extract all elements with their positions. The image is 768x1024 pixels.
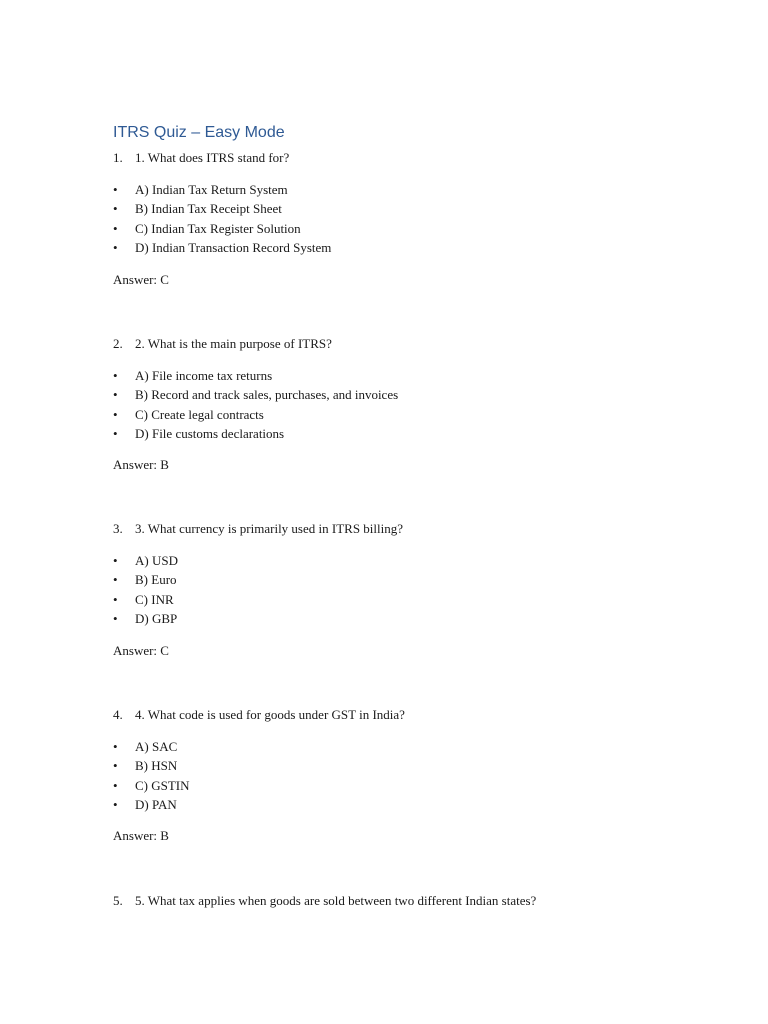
options-list-3 bbox=[113, 551, 178, 628]
bullet-icon: • bbox=[113, 553, 118, 568]
question-number: 2. bbox=[113, 336, 123, 351]
option-item bbox=[113, 609, 178, 628]
options-list-1 bbox=[113, 180, 331, 257]
option-item bbox=[113, 795, 190, 814]
option-item bbox=[113, 756, 190, 775]
bullet-icon: • bbox=[113, 182, 118, 197]
bullet-icon: • bbox=[113, 758, 118, 774]
option-label: C) GSTIN bbox=[135, 777, 190, 793]
option-label: B) Euro bbox=[135, 572, 177, 588]
answer-3: Answer: C bbox=[113, 643, 169, 658]
answer-4: Answer: B bbox=[113, 828, 169, 843]
answer-1: Answer: C bbox=[113, 272, 169, 287]
bullet-icon: • bbox=[113, 739, 118, 754]
options-list-2 bbox=[113, 366, 398, 443]
question-text: 5. What tax applies when goods are sold between two different Indian states? bbox=[135, 893, 537, 908]
question-text: 4. What code is used for goods under GST in India? bbox=[135, 707, 405, 722]
bullet-icon: • bbox=[113, 239, 118, 255]
option-item bbox=[113, 219, 331, 238]
bullet-icon: • bbox=[113, 610, 118, 626]
document-title: ITRS Quiz – Easy Mode bbox=[113, 124, 285, 141]
option-item bbox=[113, 199, 331, 218]
question-1 bbox=[113, 148, 289, 167]
question-number: 3. bbox=[113, 521, 123, 536]
bullet-icon: • bbox=[113, 406, 118, 422]
option-item bbox=[113, 238, 331, 257]
question-5 bbox=[113, 891, 536, 910]
question-text: 3. What currency is primarily used in ITRS billing? bbox=[135, 521, 404, 536]
option-label: A) File income tax returns bbox=[135, 368, 273, 383]
question-text: 2. What is the main purpose of ITRS? bbox=[135, 336, 332, 351]
bullet-icon: • bbox=[113, 387, 118, 403]
option-label: B) HSN bbox=[135, 758, 178, 774]
bullet-icon: • bbox=[113, 777, 118, 793]
question-number: 5. bbox=[113, 893, 123, 908]
option-label: C) INR bbox=[135, 591, 174, 607]
option-label: A) SAC bbox=[135, 739, 178, 754]
question-number: 4. bbox=[113, 707, 123, 722]
option-item bbox=[113, 551, 178, 570]
bullet-icon: • bbox=[113, 591, 118, 607]
option-label: D) Indian Transaction Record System bbox=[135, 239, 332, 255]
options-list-4 bbox=[113, 737, 190, 814]
option-item bbox=[113, 180, 331, 199]
bullet-icon: • bbox=[113, 796, 118, 812]
bullet-icon: • bbox=[113, 220, 118, 236]
bullet-icon: • bbox=[113, 572, 118, 588]
option-item bbox=[113, 737, 190, 756]
option-label: D) File customs declarations bbox=[135, 425, 285, 441]
option-label: A) Indian Tax Return System bbox=[135, 182, 288, 197]
question-2 bbox=[113, 334, 332, 353]
option-label: C) Indian Tax Register Solution bbox=[135, 220, 301, 236]
option-label: D) PAN bbox=[135, 796, 177, 812]
option-label: B) Indian Tax Receipt Sheet bbox=[135, 201, 282, 217]
bullet-icon: • bbox=[113, 201, 118, 217]
option-item bbox=[113, 405, 398, 424]
answer-2: Answer: B bbox=[113, 457, 169, 472]
option-item bbox=[113, 590, 178, 609]
option-item bbox=[113, 776, 190, 795]
question-3 bbox=[113, 519, 403, 538]
option-label: B) Record and track sales, purchases, and invoices bbox=[135, 387, 399, 403]
question-4 bbox=[113, 705, 405, 724]
option-item bbox=[113, 385, 398, 404]
bullet-icon: • bbox=[113, 425, 118, 441]
question-text: 1. What does ITRS stand for? bbox=[135, 150, 290, 165]
bullet-icon: • bbox=[113, 368, 118, 383]
question-number: 1. bbox=[113, 150, 123, 165]
option-item bbox=[113, 366, 398, 385]
option-label: C) Create legal contracts bbox=[135, 406, 264, 422]
option-label: A) USD bbox=[135, 553, 178, 568]
option-item bbox=[113, 424, 398, 443]
option-item bbox=[113, 570, 178, 589]
option-label: D) GBP bbox=[135, 610, 178, 626]
